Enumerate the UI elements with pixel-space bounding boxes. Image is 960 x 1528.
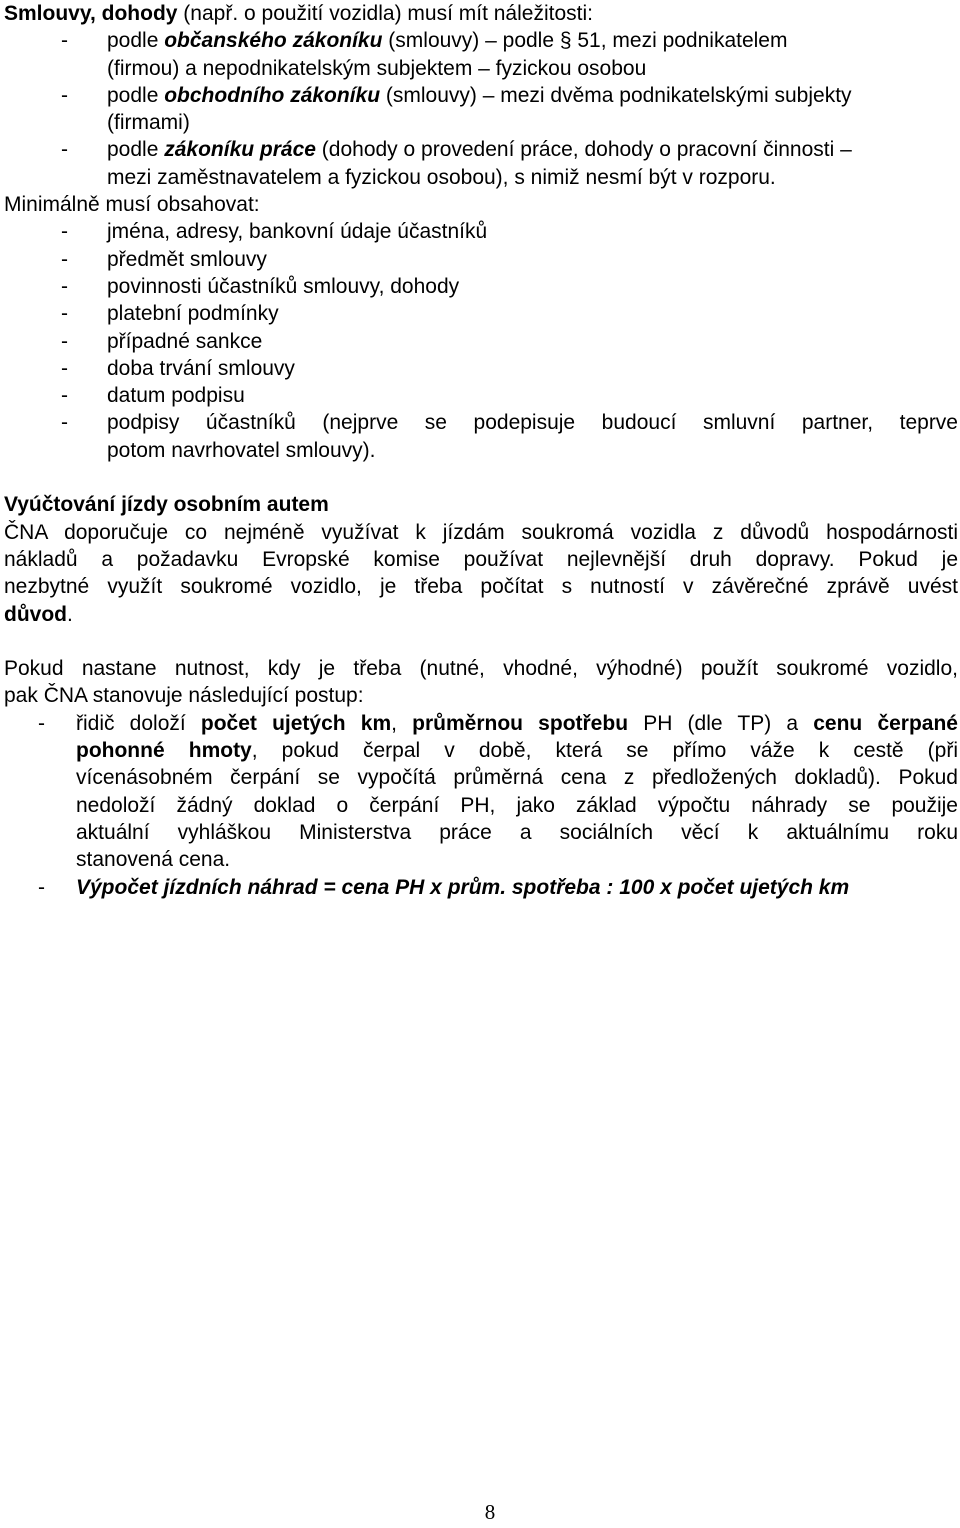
list-item-continuation: aktuální vyhláškou Ministerstva práce a sociálních věcí k aktuálnímu roku (76, 820, 958, 844)
list-item: - řidič doloží počet ujetých km, průměrnou spotřebu PH (dle TP) a cenu čerpané (38, 711, 958, 735)
list-item: - podle obchodního zákoníku (smlouvy) – mezi dvěma podnikatelskými subjekty (61, 83, 852, 107)
paragraph-line: důvod. (4, 602, 73, 626)
paragraph-line: ČNA doporučuje co nejméně využívat k jízdám soukromá vozidla z důvodů hospodárnosti (4, 520, 958, 544)
list-item: - podpisy účastníků (nejprve se podepisuje budoucí smluvní partner, teprve (61, 411, 958, 435)
list-item-continuation: potom navrhovatel smlouvy). (107, 438, 376, 462)
list-item: - předmět smlouvy (61, 247, 267, 271)
list-item: - případné sankce (61, 329, 263, 353)
list-item-continuation: pohonné hmoty, pokud čerpal v době, která se přímo váže k cestě (při (76, 739, 959, 763)
paragraph-line: pak ČNA stanovuje následující postup: (4, 684, 364, 708)
list-item: - Výpočet jízdních náhrad = cena PH x prům. spotřeba : 100 x počet ujetých km (38, 875, 850, 899)
list-item-continuation: vícenásobném čerpání se vypočítá průměrná cena z předložených dokladů). Pokud (76, 766, 958, 790)
paragraph-line: nákladů a požadavku Evropské komise používat nejlevnější druh dopravy. Pokud je (4, 547, 958, 571)
page-number: 8 (484, 1500, 496, 1524)
list-item-continuation: mezi zaměstnavatelem a fyzickou osobou), s nimiž nesmí být v rozporu. (107, 165, 776, 189)
paragraph-line: Pokud nastane nutnost, kdy je třeba (nutné, vhodné, výhodné) použít soukromé vozidlo, (4, 657, 958, 681)
list-item: - podle občanského zákoníku (smlouvy) – podle § 51, mezi podnikatelem (61, 29, 788, 53)
list-item-continuation: stanovená cena. (76, 848, 231, 872)
list-item-continuation: nedoloží žádný doklad o čerpání PH, jako základ výpočtu náhrady se použije (76, 793, 958, 817)
list-item: - povinnosti účastníků smlouvy, dohody (61, 274, 460, 298)
list-item: - jména, adresy, bankovní údaje účastníků (61, 220, 488, 244)
list-item: - datum podpisu (61, 384, 245, 408)
paragraph-line: nezbytné využít soukromé vozidlo, je třeba počítat s nutností v závěrečné zprávě uvést (4, 575, 958, 599)
list-item: - doba trvání smlouvy (61, 356, 295, 380)
list-item-continuation: (firmou) a nepodnikatelským subjektem – fyzickou osobou (107, 56, 647, 80)
section1-title: Smlouvy, dohody (4, 2, 178, 25)
minimum-heading: Minimálně musí obsahovat: (4, 193, 260, 217)
list-item: - platební podmínky (61, 302, 279, 326)
document-page (4, 0, 958, 901)
section1-intro: Smlouvy, dohody (např. o použití vozidla) musí mít náležitosti: (4, 2, 593, 25)
list-item: - podle zákoníku práce (dohody o provedení práce, dohody o pracovní činnosti – (61, 138, 852, 162)
section2-title: Vyúčtování jízdy osobním autem (4, 493, 329, 517)
list-item-continuation: (firmami) (107, 111, 190, 135)
